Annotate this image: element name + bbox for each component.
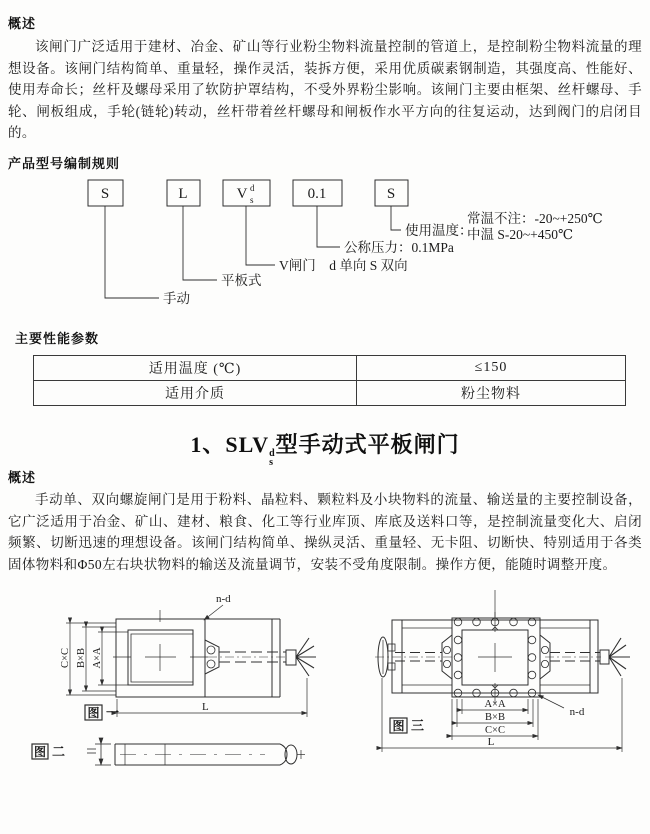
model-box-pressure: 0.1 xyxy=(307,186,327,202)
figure3-drawing xyxy=(345,588,645,758)
fig1-dim-b: B×B xyxy=(76,648,87,668)
overview2-paragraph: 手动单、双向螺旋闸门是用于粉料、晶粒料、颗粒料及小块物料的流量、输送量的主要控制设备，它广泛适用于冶金、矿山、建材、粮食、化工等行业库顶、库底及送料口等，是控制流量变化大、启闭频繁、切断迅速的理想设备。该闸门结构简单、操纵灵活、重量轻、无卡阻、切断快、特别适用于各类固体物料和Φ50左右块状物料的输送及流量调节，安装不受角度限制。操作方便，能随时调整开度。 xyxy=(8,492,642,572)
figure2-drawing xyxy=(25,738,315,782)
overview1-heading: 概述 xyxy=(8,16,37,31)
model-box-v-sub: s xyxy=(250,195,254,205)
figure1-drawing xyxy=(30,590,330,730)
fig1-caption xyxy=(85,705,119,720)
svg-text:图: 图 xyxy=(33,745,47,759)
svg-text:图: 图 xyxy=(392,719,405,733)
product-title-supsub: d s xyxy=(269,448,276,468)
fig1-dim-c: C×C xyxy=(60,648,71,668)
table-row xyxy=(34,356,626,381)
product-title-num: 1、 xyxy=(190,432,226,457)
model-box-s2: S xyxy=(386,186,396,202)
fig3-dim-a: A×A xyxy=(484,699,506,710)
param-name: 适用温度 (℃) xyxy=(34,356,357,381)
performance-table xyxy=(33,355,626,406)
model-box-v-sup: d xyxy=(250,183,255,193)
svg-text:一: 一 xyxy=(106,705,120,720)
label-valve-type: V闸门 d 单向 S 双向 xyxy=(279,258,408,273)
param-name: 适用介质 xyxy=(34,381,357,406)
overview1-paragraph: 该闸门广泛适用于建材、冶金、矿山等行业粉尘物料流量控制的管道上，是控制粉尘物料流量的理想设备。该闸门结构简单、重量轻，操作灵活，装拆方便，采用优质碳素钢制造，其强度高、性能好、使用寿命长；丝杆及螺母采用了软防护罩结构，不受外界粉尘影响。该闸门主要由框架、丝杆螺母、手轮、闸板组成，手轮(链轮)转动，丝杆带着丝杆螺母和闸板作水平方向的往复运动，达到阀门的启闭目的。 xyxy=(8,39,642,140)
fig3-dim-c: C×C xyxy=(485,725,505,736)
fig3-dim-l: L xyxy=(487,736,495,748)
performance-heading: 主要性能参数 xyxy=(15,331,100,346)
svg-text:图: 图 xyxy=(87,706,100,720)
label-temp-note2: 中温 S-20~+450℃ xyxy=(467,227,574,242)
table-row xyxy=(34,381,626,406)
model-box-l: L xyxy=(178,186,188,202)
fig3-caption xyxy=(390,718,424,733)
fig2-caption xyxy=(32,744,65,759)
product-title xyxy=(0,428,650,467)
svg-text:二: 二 xyxy=(52,744,66,759)
fig1-dim-l: L xyxy=(202,701,209,713)
label-temp-note1: 常温不注：-20~+250℃ xyxy=(467,211,603,226)
label-manual: 手动 xyxy=(163,291,190,306)
fig3-dim-b: B×B xyxy=(485,712,505,723)
fig1-bolt-note: n-d xyxy=(216,593,231,605)
model-box-s1: S xyxy=(100,186,110,202)
model-numbering-diagram xyxy=(0,172,650,322)
fig3-bolt-note: n-d xyxy=(569,706,585,718)
label-temp-title: 使用温度： xyxy=(405,223,473,238)
param-value: ≤150 xyxy=(357,356,626,381)
model-box-v: V xyxy=(236,186,248,202)
product-title-prefix: SLV xyxy=(225,432,270,457)
fig1-dim-a: A×A xyxy=(92,647,103,669)
product-title-suffix: 型手动式平板闸门 xyxy=(275,432,460,457)
label-plate: 平板式 xyxy=(221,273,262,288)
model-rules-heading: 产品型号编制规则 xyxy=(8,156,121,171)
param-value: 粉尘物料 xyxy=(357,381,626,406)
label-pressure: 公称压力：0.1MPa xyxy=(344,240,454,255)
overview2-heading: 概述 xyxy=(8,470,37,485)
svg-text:三: 三 xyxy=(411,718,425,733)
